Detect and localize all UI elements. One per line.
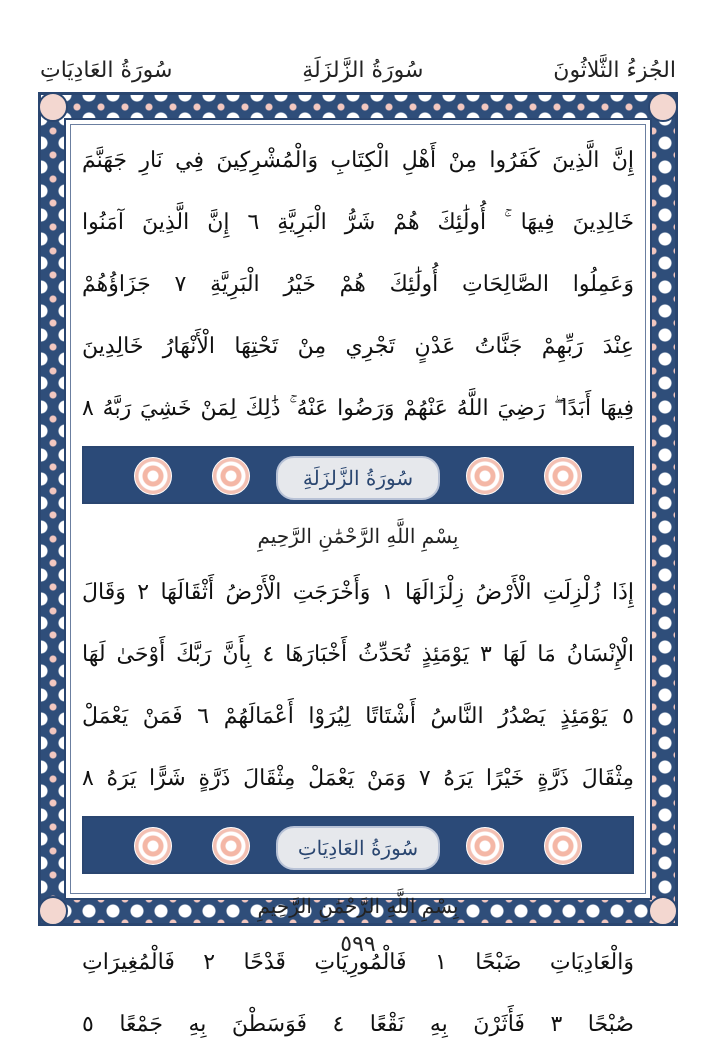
- surah-title: سُورَةُ العَادِيَاتِ: [276, 826, 440, 870]
- verse-line: إِنَّ الَّذِينَ كَفَرُوا مِنْ أَهْلِ الْكِتَابِ وَالْمُشْرِكِينَ فِي نَارِ جَهَنَّمَ: [82, 148, 634, 173]
- verse-line: وَعَمِلُوا الصَّالِحَاتِ أُولَٰئِكَ هُمْ خَيْرُ الْبَرِيَّةِ ٧ جَزَاؤُهُمْ: [82, 272, 634, 297]
- verse-line: مِثْقَالَ ذَرَّةٍ خَيْرًا يَرَهُ ٧ وَمَنْ يَعْمَلْ مِثْقَالَ ذَرَّةٍ شَرًّا يَرَهُ ٨: [82, 766, 634, 791]
- verse-line: وَالْعَادِيَاتِ ضَبْحًا ١ فَالْمُورِيَاتِ قَدْحًا ٢ فَالْمُغِيرَاتِ: [82, 950, 634, 975]
- rosette-icon: [544, 457, 582, 495]
- corner-ornament: [648, 92, 678, 122]
- verse-line: صُبْحًا ٣ فَأَثَرْنَ بِهِ نَقْعًا ٤ فَوَسَطْنَ بِهِ جَمْعًا ٥: [82, 1012, 634, 1037]
- rosette-icon: [544, 827, 582, 865]
- verse-line: فِيهَا أَبَدًا ۖ رَضِيَ اللَّهُ عَنْهُمْ وَرَضُوا عَنْهُ ۚ ذَٰلِكَ لِمَنْ خَشِيَ رَبَّهُ ٨: [82, 396, 634, 421]
- verse-line: إِذَا زُلْزِلَتِ الْأَرْضُ زِلْزَالَهَا ١ وَأَخْرَجَتِ الْأَرْضُ أَثْقَالَهَا ٢ وَقَالَ: [82, 580, 634, 605]
- verse-line: الْإِنْسَانُ مَا لَهَا ٣ يَوْمَئِذٍ تُحَدِّثُ أَخْبَارَهَا ٤ بِأَنَّ رَبَّكَ أَوْحَىٰ لَهَا: [82, 642, 634, 667]
- corner-ornament: [648, 896, 678, 926]
- basmala: بِسْمِ اللَّهِ الرَّحْمَٰنِ الرَّحِيمِ: [257, 524, 459, 548]
- verse-line: ٥ يَوْمَئِذٍ يَصْدُرُ النَّاسُ أَشْتَاتًا لِيُرَوْا أَعْمَالَهُمْ ٦ فَمَنْ يَعْمَلْ: [82, 704, 634, 729]
- surah-title-current: سُورَةُ الزَّلزَلَةِ: [302, 57, 424, 83]
- surah-title: سُورَةُ الزَّلزَلَةِ: [276, 456, 440, 500]
- rosette-icon: [134, 457, 172, 495]
- rosette-icon: [212, 457, 250, 495]
- surah-title-next: سُورَةُ العَادِيَاتِ: [40, 57, 173, 83]
- corner-ornament: [38, 896, 68, 926]
- basmala: بِسْمِ اللَّهِ الرَّحْمَٰنِ الرَّحِيمِ: [257, 894, 459, 918]
- surah-banner-zalzala: [82, 446, 634, 504]
- verse-line: عِنْدَ رَبِّهِمْ جَنَّاتُ عَدْنٍ تَجْرِي مِنْ تَحْتِهَا الْأَنْهَارُ خَالِدِينَ: [82, 334, 634, 359]
- rosette-icon: [134, 827, 172, 865]
- juz-title: الجُزءُ الثَّلاثُونَ: [553, 57, 676, 83]
- verse-line: خَالِدِينَ فِيهَا ۚ أُولَٰئِكَ هُمْ شَرُّ الْبَرِيَّةِ ٦ إِنَّ الَّذِينَ آمَنُوا: [82, 210, 634, 235]
- page-number: ٥٩٩: [340, 932, 376, 957]
- rosette-icon: [466, 827, 504, 865]
- page-header: [40, 50, 676, 90]
- rosette-icon: [212, 827, 250, 865]
- surah-banner-adiyat: [82, 816, 634, 874]
- rosette-icon: [466, 457, 504, 495]
